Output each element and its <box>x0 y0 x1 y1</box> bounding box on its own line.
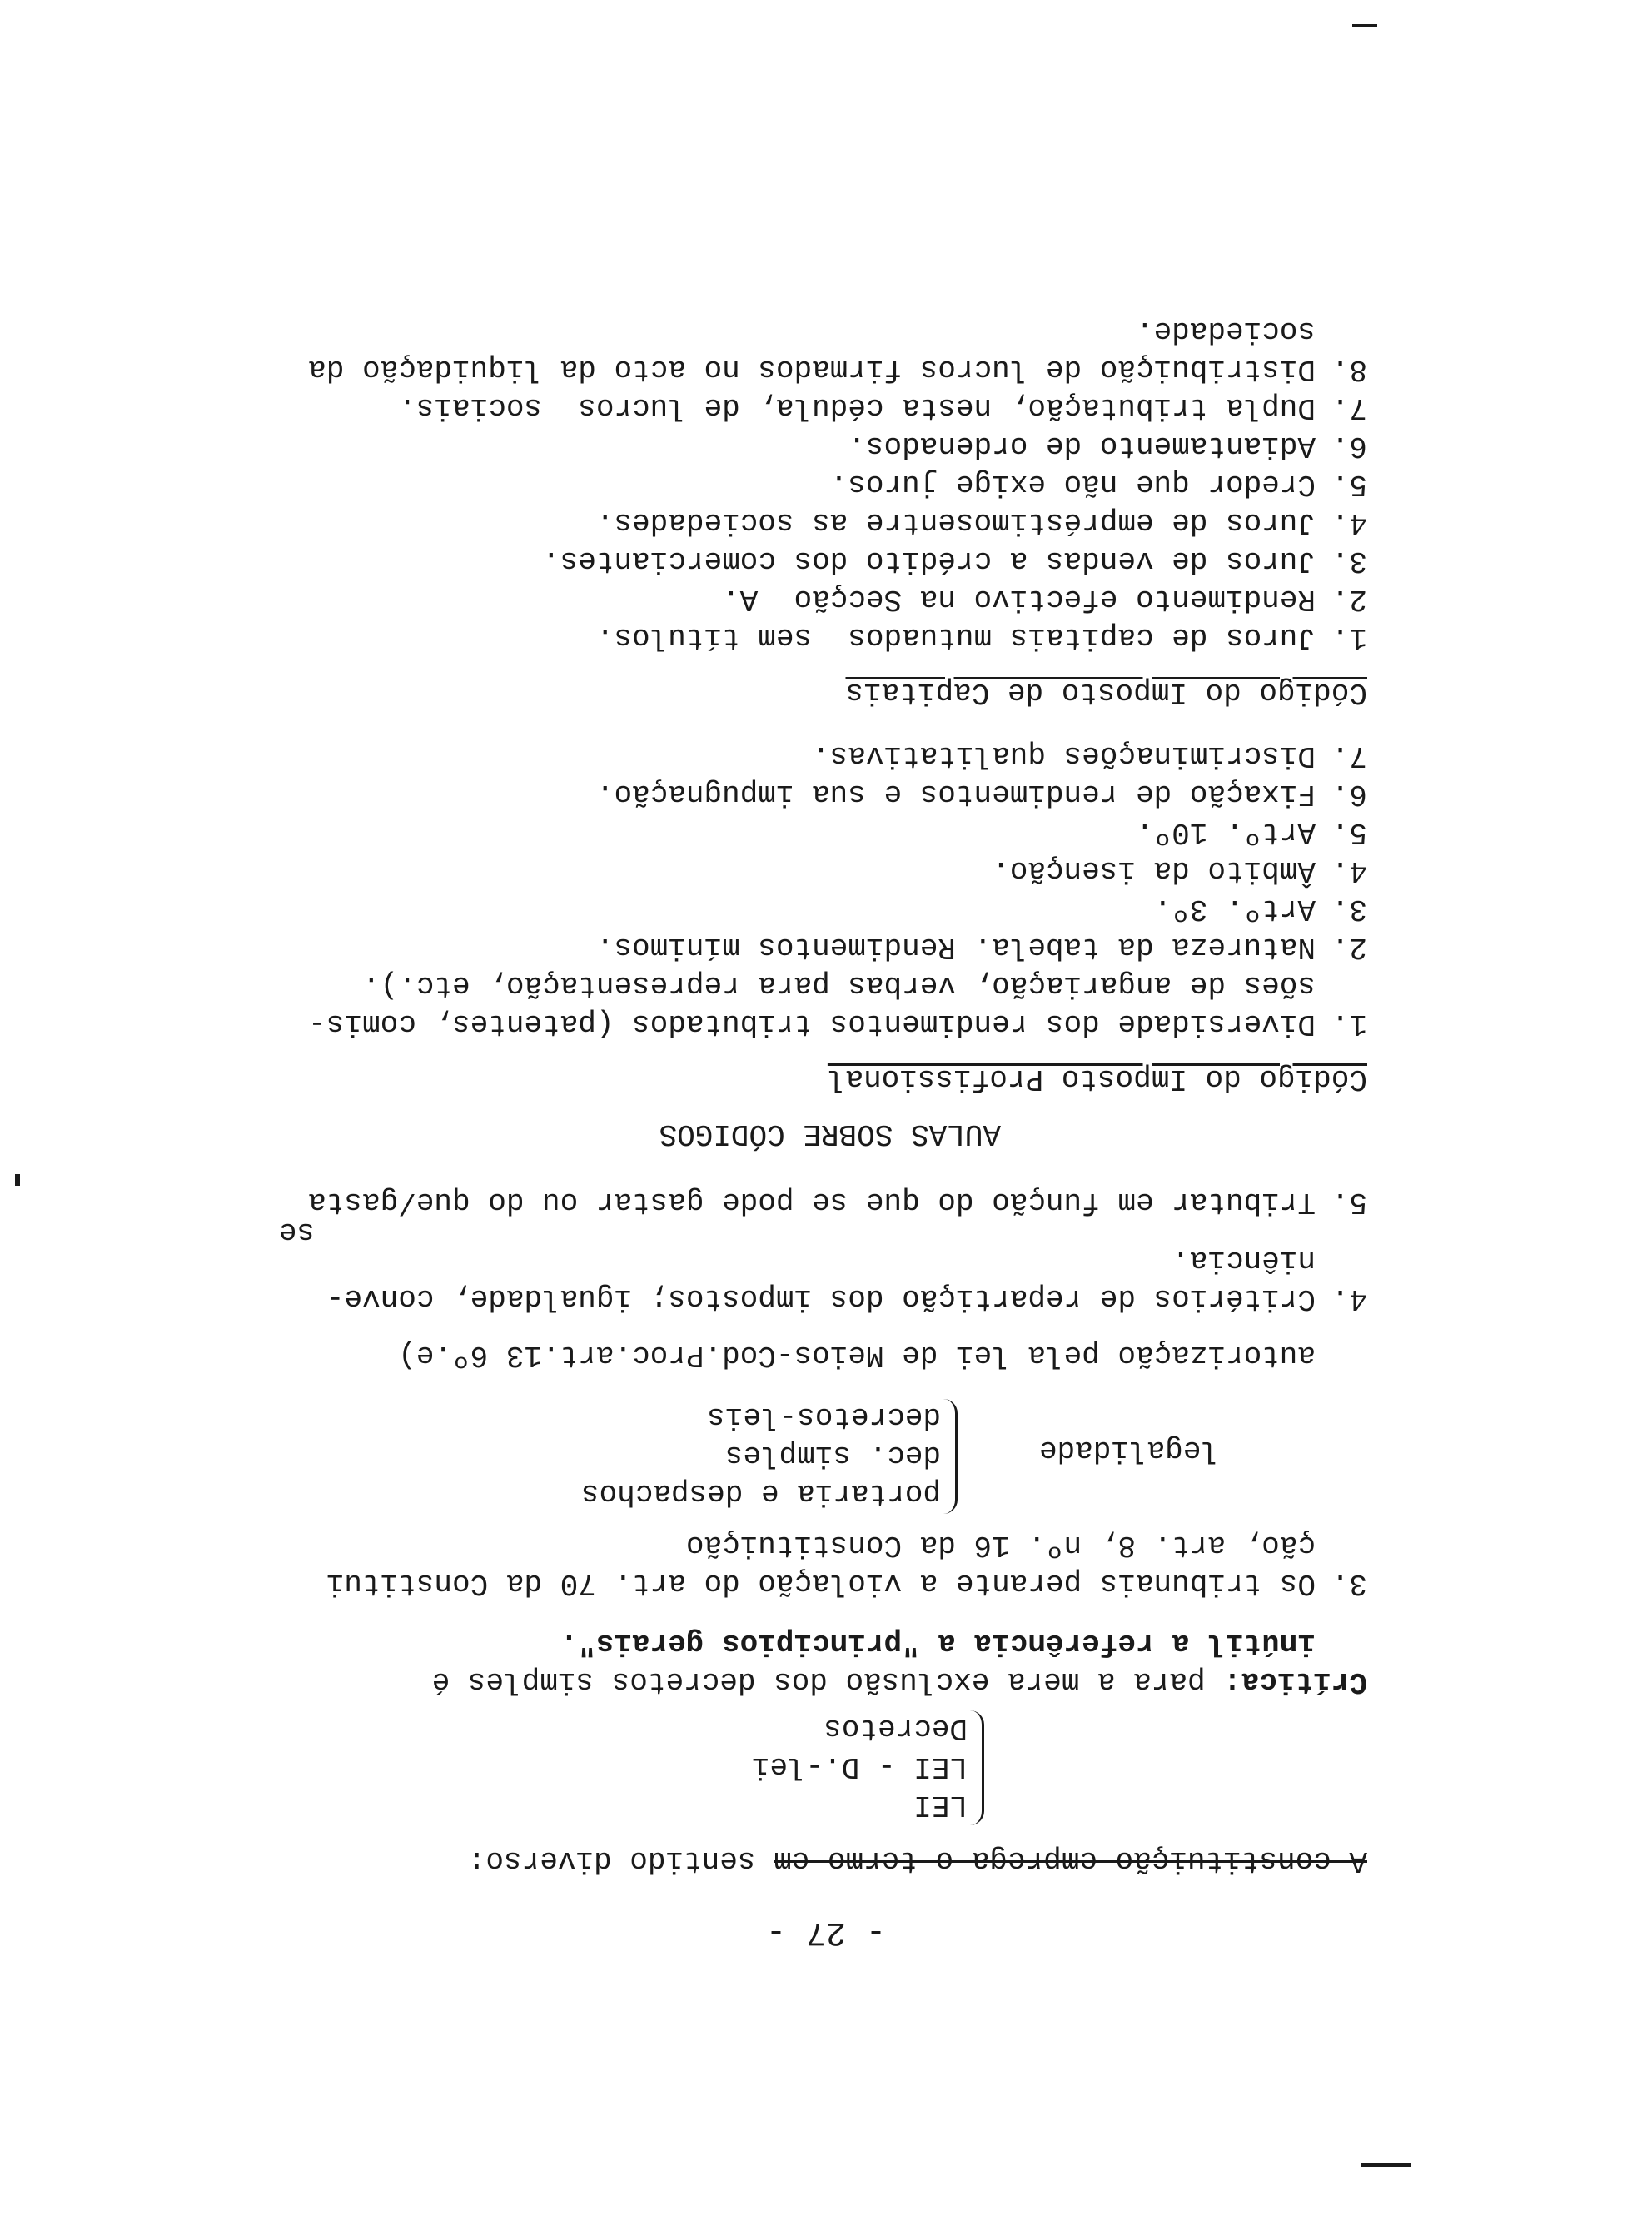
intro-text: sentido diverso: <box>467 1844 774 1878</box>
item-number: 3. <box>1331 544 1367 578</box>
critica-line-1 <box>432 1662 1367 1700</box>
prof-item-2 <box>596 928 1367 966</box>
legalidade-item: decretos-leis <box>707 1400 941 1434</box>
item-text: Juros de capitais mutuados sem títulos. <box>595 620 1316 655</box>
item-text: Critérios de repartição dos impostos; igualdade, conve- <box>326 1282 1316 1316</box>
item-text: Artº. 10º. <box>1135 815 1316 849</box>
critica-text-1: para a mera exclusão dos decretos simples é <box>431 1665 1224 1699</box>
lei-item: Decretos <box>824 1711 968 1745</box>
intro-line <box>468 1841 1367 1879</box>
page-number: - 27 - <box>765 1913 887 1950</box>
item-number: 5. <box>1331 467 1367 501</box>
cap-item-6 <box>848 426 1367 465</box>
item-text: Fixação de rendimentos e sua impugnação. <box>595 777 1316 811</box>
item-number: 3. <box>1331 892 1367 926</box>
prof-item-1 <box>308 1004 1367 1043</box>
legalidade-label: legalidade <box>1038 1433 1219 1467</box>
cap-item-8 <box>308 350 1367 388</box>
item-number: 5. <box>1331 1185 1367 1219</box>
legalidade-item: portaria e despachos <box>580 1476 941 1511</box>
cap-item-4 <box>596 503 1367 541</box>
prof-item-4 <box>992 851 1367 889</box>
cap-item-7 <box>398 388 1367 426</box>
cap-item-5 <box>830 465 1367 503</box>
prof-item-5 <box>1136 813 1367 851</box>
item-5-line-1 <box>308 1182 1367 1221</box>
item-number: 3. <box>1331 1566 1367 1600</box>
item-text: Credor que não exige juros. <box>829 467 1316 501</box>
item-text: Juros de vendas a crédito dos comerciantes. <box>542 544 1316 578</box>
legalidade-item: dec. simples <box>724 1438 941 1472</box>
item-text: Adiantamento de ordenados. <box>848 429 1316 463</box>
cap-item-1 <box>596 618 1367 656</box>
scan-mark <box>15 1174 20 1186</box>
prof-item-1-cont: sões de angariação, verbas para representação, etc.). <box>362 968 1316 1003</box>
autorizacao-line: autorização pela lei de Meios-Cod.Proc.art.13 6º.e) <box>398 1338 1316 1372</box>
item-number: 6. <box>1331 429 1367 463</box>
codigo-profissional-title: Código do Imposto Profissional <box>827 1062 1367 1096</box>
item-number: 4. <box>1331 854 1367 888</box>
lei-item: LEI - D.-lei <box>751 1750 968 1784</box>
item-number: 7. <box>1331 391 1367 425</box>
item-number: 1. <box>1331 1007 1367 1041</box>
item-4-line-2: niência. <box>1172 1243 1316 1277</box>
item-number: 2. <box>1331 930 1367 964</box>
lei-item: LEI <box>913 1788 968 1822</box>
cap-item-2 <box>722 580 1367 618</box>
item-text: Juros de empréstimosentre as sociedades. <box>595 505 1316 540</box>
item-number: 4. <box>1331 1282 1367 1316</box>
scan-mark <box>1352 24 1377 27</box>
aulas-title: AULAS SOBRE CÓDIGOS <box>659 1117 1001 1151</box>
prof-item-7 <box>812 736 1367 774</box>
item-text: Discriminações qualitativas. <box>812 739 1316 773</box>
item-4-line-1 <box>326 1279 1367 1317</box>
cap-item-8-cont: sociedade. <box>1135 314 1316 348</box>
item-text: Dupla tributação, nesta cédula, de lucros sociais. <box>398 391 1316 425</box>
prof-item-3 <box>1154 889 1367 928</box>
item-number: 5. <box>1331 815 1367 849</box>
codigo-capitais-title: Código do Imposto de Capitais <box>845 675 1367 709</box>
item-text: Distribuição de lucros firmados no acto da liquidação da <box>308 352 1316 386</box>
item-3-line-2: ção, art. 8, nº. 16 da Constituição <box>685 1528 1316 1562</box>
item-number: 1. <box>1331 620 1367 655</box>
item-number: 7. <box>1331 739 1367 773</box>
item-text: Tributar em função do que se pode gastar ou do que/gasta <box>308 1185 1316 1219</box>
item-number: 8. <box>1331 352 1367 386</box>
item-number: 6. <box>1331 777 1367 811</box>
item-text: Âmbito da isenção. <box>992 854 1316 888</box>
item-text: Diversidade dos rendimentos tributados (patentes, comis- <box>308 1007 1316 1041</box>
item-text: Rendimento efectivo na Secção A. <box>722 582 1316 616</box>
struck-text: A constituição emprega o termo em <box>774 1844 1367 1878</box>
item-3-line-1 <box>326 1564 1367 1602</box>
prof-item-6 <box>596 774 1367 813</box>
critica-line-2: inútil a referência a "principios gerais". <box>560 1626 1316 1660</box>
scan-mark <box>1361 2163 1411 2167</box>
item-text: Artº. 3º. <box>1153 892 1316 926</box>
item-text: Natureza da tabela. Rendimentos mínimos. <box>595 930 1316 964</box>
item-4-insert: se <box>278 1215 315 1249</box>
item-number: 2. <box>1331 582 1367 616</box>
critica-label: Crítica: <box>1223 1665 1367 1699</box>
cap-item-3 <box>542 541 1367 580</box>
legalidade-brace <box>943 1399 958 1514</box>
lei-brace <box>970 1710 984 1825</box>
item-number: 4. <box>1331 505 1367 540</box>
item-text: Os tribunais perante a violação do art. 70 da Constitui <box>326 1566 1316 1600</box>
